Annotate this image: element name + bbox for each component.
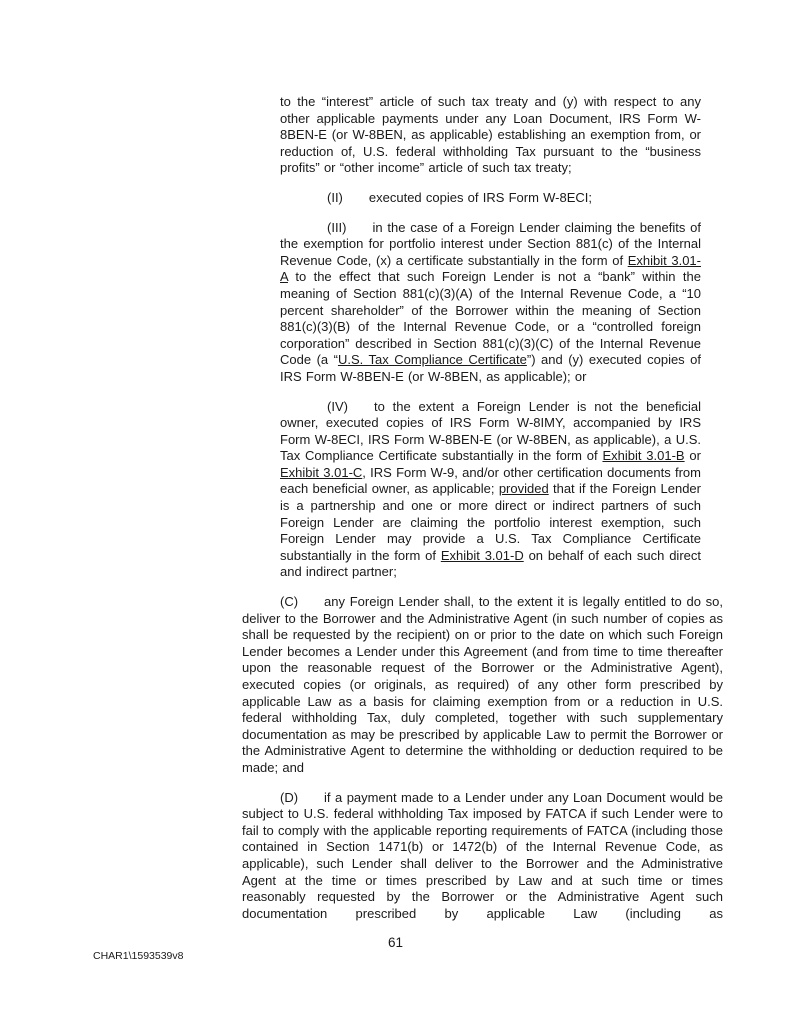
underlined-phrase: provided: [498, 481, 549, 497]
paragraph-clause-iv: [280, 399, 701, 582]
clause-text: [280, 94, 701, 175]
paragraph-clause-d: [242, 790, 723, 923]
underlined-phrase: U.S. Tax Compliance Certificate: [337, 352, 527, 368]
paragraph-clause-iii: [280, 220, 701, 386]
paragraph-clause-y-continuation: [280, 94, 701, 177]
underlined-phrase: Exhibit 3.01-B: [602, 448, 685, 464]
text-run: ”) and (y) executed copies of IRS Form W-8BEN-E (or W-8BEN, as applicable); or: [280, 352, 702, 384]
text-run: in the case of a Foreign Lender claiming the benefits of the exemption for portfolio interest under Section 881(c) of the Internal Revenue Code, (x) a certificate substantially in the form of: [280, 219, 701, 268]
paragraph-clause-c: [242, 594, 723, 777]
clause-text: [242, 790, 723, 921]
underlined-phrase: Exhibit 3.01-C: [280, 464, 363, 480]
text-run: if a payment made to a Lender under any Loan Document would be subject to U.S. federal withholding Tax imposed by FATCA if such Lender were to fail to comply with the applicable reporting requirements of FATCA (including those contained in Section 1471(b) or 1472(b) of the Internal Revenue Code, as applicable), such Lender shall deliver to the Borrower and the Administrative Agent at the time or times prescribed by Law and at such time or times reasonably requested by the Borrower or the Administrative Agent such documentation prescribed by applicable Law (including as: [242, 789, 723, 921]
clause-text: [369, 190, 592, 205]
clause-text: [242, 594, 723, 775]
text-run: to the effect that such Foreign Lender is not a “bank” within the meaning of Section 881(c)(3)(A) of the Internal Revenue Code, a “10 percent shareholder” of the Borrower within the meaning of Section 881(c)(3)(B) of the Internal Revenue Code, or a “controlled foreign corporation” described in Section 881(c)(3)(C) of the Internal Revenue Code (a “: [280, 269, 701, 368]
text-run: or: [684, 448, 701, 464]
document-id-stamp: CHAR1\1593539v8: [93, 950, 184, 962]
text-run: to the “interest” article of such tax treaty and (y) with respect to any other applicable payments under any Loan Document, IRS Form W-8BEN-E (or W-8BEN, as applicable) establishing an exemption from, or reduction of, U.S. federal withholding Tax pursuant to the “business profits” or “other income” article of such tax treaty;: [280, 94, 701, 176]
underlined-phrase: Exhibit 3.01-A: [280, 252, 701, 285]
text-run: on behalf of each such direct and indirect partner;: [280, 547, 701, 580]
clause-label: (C): [280, 594, 299, 610]
clause-label: (II): [327, 189, 343, 205]
clause-label: (IV): [327, 398, 348, 414]
text-run: any Foreign Lender shall, to the extent it is legally entitled to do so, deliver to the Borrower and the Administrative Agent (in such number of copies as shall be requested by the recipient) on or prior to the date on which such Foreign Lender becomes a Lender under this Agreement (and from time to time thereafter upon the reasonable request of the Borrower or the Administrative Agent), executed copies (or originals, as required) of any other form prescribed by applicable Law as a basis for claiming exemption from or a reduction in U.S. federal withholding Tax, duly completed, together with such supplementary documentation as may be prescribed by applicable Law to permit the Borrower or the Administrative Agent to determine the withholding or deduction required to be made; and: [242, 594, 723, 775]
clause-label: (D): [280, 789, 299, 805]
clause-label: (III): [327, 219, 347, 235]
underlined-phrase: Exhibit 3.01-D: [440, 547, 524, 563]
clause-text: [280, 399, 701, 580]
document-body: [0, 94, 791, 935]
text-run: executed copies of IRS Form W-8ECI;: [368, 189, 593, 205]
clause-text: [280, 220, 701, 384]
page-number: 61: [387, 935, 404, 950]
paragraph-clause-ii: [280, 190, 701, 207]
text-run: to the extent a Foreign Lender is not the beneficial owner, executed copies of IRS Form W-8IMY, accompanied by IRS Form W-8ECI, IRS Form W-8BEN-E (or W-8BEN, as applicable), a U.S. Tax Compliance Certificate substantially in the form of: [280, 398, 701, 464]
text-run: , IRS Form W-9, and/or other certification documents from each beneficial owner, as applicable;: [280, 464, 701, 497]
text-run: that if the Foreign Lender is a partnership and one or more direct or indirect partners of such Foreign Lender are claiming the portfolio interest exemption, such Foreign Lender may provide a U.S. Tax Compliance Certificate substantially in the form of: [280, 481, 701, 563]
